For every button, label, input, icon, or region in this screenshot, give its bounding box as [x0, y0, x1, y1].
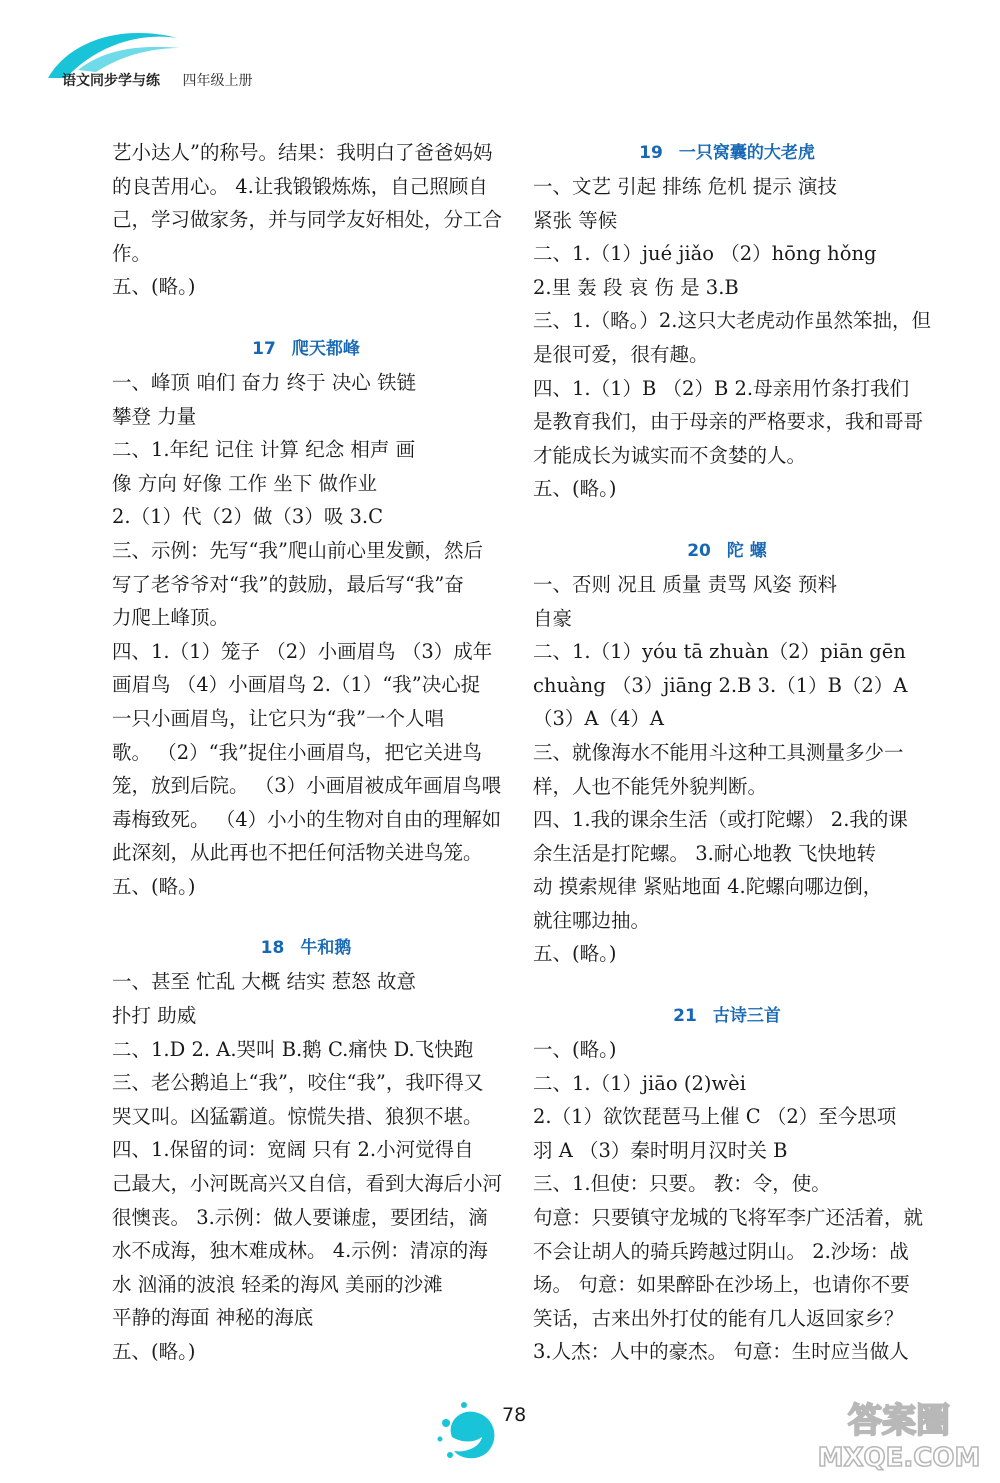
answer-line: 扑打 助威 [112, 1004, 197, 1028]
answer-line: 此深刻，从此再也不把任何活物关进鸟笼。 [112, 841, 483, 865]
answer-line: 哭又叫。凶猛霸道。惊慌失措、狼狈不堪。 [112, 1104, 483, 1128]
section-number: 21 [673, 1006, 697, 1027]
series-title: 语文同步学与练 [62, 73, 160, 89]
answer-line: 笼，放到后院。 （3）小画眉被成年画眉鸟喂 [112, 774, 502, 798]
section-heading: 爬天都峰 [291, 338, 360, 359]
answer-line: 不会让胡人的骑兵跨越过阴山。 2.沙场：战 [533, 1239, 909, 1263]
answer-line: 歌。 （2）“我”捉住小画眉鸟，把它关进鸟 [112, 740, 483, 764]
answer-line: 水 汹涌的波浪 轻柔的海风 美丽的沙滩 [112, 1272, 443, 1296]
answer-line: 紧张 等候 [533, 208, 618, 232]
answer-line: chuàng （3）jiāng 2.B 3.（1）B（2）A [533, 673, 908, 697]
answer-line: 水不成海，独木难成林。 4.示例：清凉的海 [112, 1239, 488, 1263]
answer-line: 余生活是打陀螺。 3.耐心地教 飞快地转 [533, 841, 877, 865]
answer-line: 写了老爷爷对“我”的鼓励，最后写“我”奋 [112, 572, 464, 596]
answer-line: 就往哪边抽。 [533, 908, 651, 932]
section-heading: 一只窝囊的大老虎 [678, 143, 815, 163]
answer-line: 三、就像海水不能用斗这种工具测量多少一 [533, 740, 904, 764]
answer-line: 2.（1）欲饮琵琶马上催 C （2）至今思项 [533, 1105, 897, 1129]
answer-line: 五、(略。) [112, 874, 196, 898]
section-number: 17 [252, 338, 276, 359]
intro-line: 作。 [112, 241, 152, 265]
left-column [112, 136, 503, 1369]
answer-line: 三、老公鹅追上“我”，咬住“我”，我吓得又 [112, 1071, 484, 1095]
answer-line: 毒梅致死。 （4）小小的生物对自由的理解如 [112, 807, 502, 831]
answer-line: 是教育我们，由于母亲的严格要求，我和哥哥 [533, 410, 924, 434]
answer-line: 很懊丧。 3.示例：做人要谦虚，要团结，滴 [112, 1205, 488, 1229]
answer-line: 攀登 力量 [112, 404, 197, 428]
right-column [533, 136, 931, 1369]
intro-line: 艺小达人”的称号。结果：我明白了爸爸妈妈 [112, 141, 493, 164]
answer-line: 三、1.（略。）2.这只大老虎动作虽然笨拙，但 [533, 309, 931, 333]
answer-line: 笑话，古来出外打仗的能有几人返回家乡？ [533, 1306, 904, 1330]
answer-line: 画眉鸟 （4）小画眉鸟 2.（1）“我”决心捉 [112, 673, 481, 697]
answer-line: 力爬上峰顶。 [112, 606, 230, 630]
answer-line: 像 方向 好像 工作 坐下 做作业 [112, 471, 377, 495]
answer-line: 羽 A （3）秦时明月汉时关 B [533, 1138, 788, 1162]
section-number: 18 [260, 938, 285, 959]
section-number: 19 [639, 143, 663, 163]
answer-line: 一、峰顶 咱们 奋力 终于 决心 铁链 [112, 370, 416, 394]
answer-line: 四、1.（1）B （2）B 2.母亲用竹条打我们 [533, 376, 910, 400]
answer-line: 五、(略。) [533, 942, 617, 966]
section-heading: 古诗三首 [712, 1006, 781, 1027]
answer-line: 四、1.我的课余生活（或打陀螺） 2.我的课 [533, 808, 908, 832]
section-heading: 牛和鹅 [300, 938, 352, 959]
answer-line: 四、1.保留的词：宽阔 只有 2.小河觉得自 [112, 1138, 474, 1162]
answer-line: 自豪 [533, 606, 573, 630]
answer-line: 二、1.D 2. A.哭叫 B.鹅 C.痛快 D.飞快跑 [112, 1037, 474, 1061]
section-title [533, 534, 921, 568]
answer-line: 己最大，小河既高兴又自信，看到大海后小河 [112, 1172, 503, 1196]
answer-line: 句意：只要镇守龙城的飞将军李广还活着，就 [533, 1206, 924, 1230]
section-heading: 陀 螺 [726, 540, 767, 561]
answer-line: 一、(略。) [533, 1038, 617, 1062]
answer-line: 三、1.但使：只要。 教：令，使。 [533, 1172, 831, 1196]
answer-line: 三、示例：先写“我”爬山前心里发颤，然后 [112, 538, 483, 562]
grade-label: 四年级上册 [182, 73, 253, 89]
section-title [112, 332, 500, 366]
answer-line: 样，人也不能凭外貌判断。 [533, 774, 768, 798]
answer-line: （3）A（4）A [533, 707, 664, 731]
section-title [533, 999, 921, 1033]
answer-line: 3.人杰：人中的豪杰。 句意：生时应当做人 [533, 1340, 909, 1364]
answer-line: 二、1.（1）jué jiǎo （2）hōng hǒng [533, 242, 877, 266]
watermark-url: MXQE.COM [817, 1443, 981, 1473]
watermark-text: 答案圈 [848, 1401, 950, 1441]
answer-line: 二、1.（1）jiāo (2)wèi [533, 1071, 746, 1095]
answer-line: 是很可爱，很有趣。 [533, 342, 709, 366]
section-title [112, 931, 500, 965]
section-title [533, 136, 921, 170]
answer-line: 二、1.（1）yóu tā zhuàn（2）piān gēn [533, 640, 906, 664]
watermark-logo [808, 1392, 990, 1474]
answer-line: 一、否则 况且 质量 责骂 风姿 预料 [533, 572, 837, 596]
intro-line: 五、(略。) [112, 275, 196, 299]
running-header [62, 70, 252, 90]
page-number-splash-icon [436, 1397, 508, 1469]
answer-line: 场。 句意：如果醉卧在沙场上，也请你不要 [533, 1273, 910, 1297]
answer-line: 四、1.（1）笼子 （2）小画眉鸟 （3）成年 [112, 639, 493, 663]
page-number: 78 [502, 1404, 527, 1426]
answer-line: 五、(略。) [112, 1340, 196, 1363]
answer-line: 2.里 轰 段 哀 伤 是 3.B [533, 275, 739, 299]
answer-line: 平静的海面 神秘的海底 [112, 1306, 314, 1330]
answer-line: 一、甚至 忙乱 大概 结实 惹怒 故意 [112, 970, 416, 994]
answer-line: 二、1.年纪 记住 计算 纪念 相声 画 [112, 438, 416, 462]
answer-line: 动 摸索规律 紧贴地面 4.陀螺向哪边倒， [533, 875, 883, 899]
answer-line: 才能成长为诚实而不贪婪的人。 [533, 443, 807, 467]
answer-line: 一、文艺 引起 排练 危机 提示 演技 [533, 175, 837, 198]
intro-line: 的良苦用心。 4.让我锻锻炼炼，自己照顾自 [112, 174, 488, 198]
answer-line: 一只小画眉鸟，让它只为“我”一个人唱 [112, 706, 444, 730]
answer-line: 五、(略。) [533, 477, 617, 501]
section-number: 20 [687, 540, 711, 561]
answer-line: 2.（1）代（2）做（3）吸 3.C [112, 505, 384, 529]
intro-line: 己，学习做家务，并与同学友好相处，分工合 [112, 208, 503, 232]
